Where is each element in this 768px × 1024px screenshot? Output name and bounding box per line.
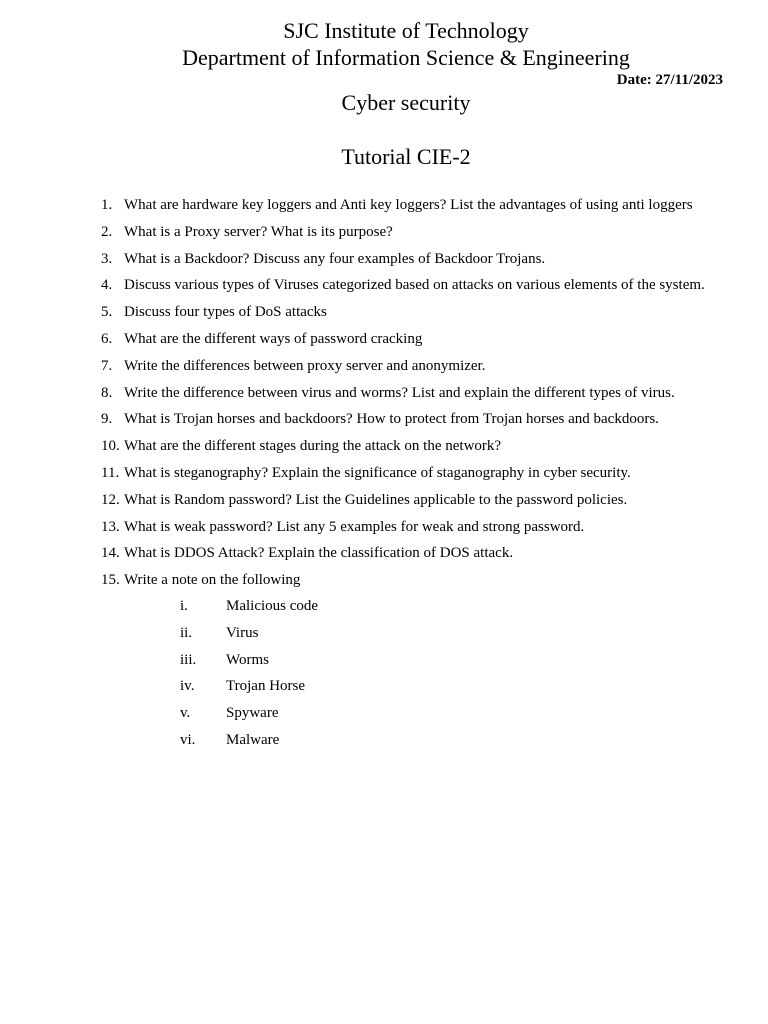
question-text: Write the differences between proxy server and anonymizer. [124, 357, 486, 374]
question-text: What are the different ways of password cracking [124, 330, 423, 347]
question-text: What is Trojan horses and backdoors? How to protect from Trojan horses and backdoors. [124, 411, 659, 428]
question-item [0, 193, 768, 220]
question-item [0, 220, 768, 247]
question-text: Discuss four types of DoS attacks [124, 304, 327, 321]
question-number: 6. [101, 330, 113, 347]
question-item [0, 541, 768, 568]
question-item [0, 515, 768, 542]
sub-item-number: iv. [180, 678, 195, 695]
question-list [0, 193, 768, 595]
sub-item [0, 674, 768, 701]
question-number: 8. [101, 384, 113, 401]
document-date: Date: 27/11/2023 [616, 72, 723, 88]
question-number: 14. [101, 545, 120, 562]
sub-item [0, 648, 768, 675]
question-item [0, 434, 768, 461]
question-text: What is weak password? List any 5 examples for weak and strong password. [124, 518, 585, 535]
question-number: 1. [101, 197, 113, 213]
question-text: What is a Proxy server? What is its purpose? [124, 223, 393, 240]
question-text: Write the difference between virus and worms? List and explain the different types of virus. [124, 384, 675, 401]
question-number: 15. [101, 572, 120, 589]
question-text: What is DDOS Attack? Explain the classification of DOS attack. [124, 545, 514, 562]
institute-name: SJC Institute of Technology [283, 18, 529, 43]
sub-item-text: Trojan Horse [226, 678, 306, 695]
sub-item-text: Worms [226, 651, 269, 668]
question-item [0, 381, 768, 408]
question-item [0, 247, 768, 274]
question-text: What is Random password? List the Guidelines applicable to the password policies. [124, 491, 628, 508]
question-item [0, 327, 768, 354]
question-item [0, 273, 768, 300]
sub-item-text: Spyware [226, 705, 279, 722]
question-item [0, 568, 768, 595]
sub-item [0, 621, 768, 648]
sub-item-number: i. [180, 598, 188, 614]
sub-item-number: v. [180, 705, 191, 722]
question-number: 12. [101, 491, 120, 508]
question-text: What are hardware key loggers and Anti key loggers? List the advantages of using anti loggers [124, 197, 693, 213]
sub-item-number: ii. [180, 624, 193, 641]
question-item [0, 461, 768, 488]
question-number: 4. [101, 277, 113, 294]
question-item [0, 407, 768, 434]
subject-title: Cyber security [341, 90, 471, 115]
sub-item-number: iii. [180, 651, 197, 668]
question-text: What are the different stages during the attack on the network? [124, 438, 502, 455]
question-text: Discuss various types of Viruses categorized based on attacks on various elements of the system. [124, 277, 705, 294]
question-text: Write a note on the following [124, 572, 301, 589]
question-text: What is steganography? Explain the significance of staganography in cyber security. [124, 464, 631, 481]
question-item [0, 488, 768, 515]
sub-item-text: Malware [226, 731, 280, 748]
sub-item [0, 728, 768, 755]
question-number: 10. [101, 438, 120, 455]
question-item [0, 354, 768, 381]
question-number: 11. [101, 464, 120, 481]
question-number: 3. [101, 250, 113, 267]
sub-item [0, 701, 768, 728]
tutorial-title: Tutorial CIE-2 [341, 144, 471, 169]
sub-item-number: vi. [180, 731, 196, 748]
sub-item-list [0, 594, 768, 755]
question-number: 2. [101, 223, 113, 240]
sub-item-text: Malicious code [226, 598, 319, 614]
question-number: 13. [101, 518, 120, 535]
sub-item-text: Virus [226, 624, 259, 641]
question-item [0, 300, 768, 327]
question-number: 7. [101, 357, 113, 374]
department-name: Department of Information Science & Engineering [182, 45, 630, 70]
question-text: What is a Backdoor? Discuss any four examples of Backdoor Trojans. [124, 250, 546, 267]
question-number: 5. [101, 304, 113, 321]
question-number: 9. [101, 411, 113, 428]
sub-item [0, 594, 768, 621]
